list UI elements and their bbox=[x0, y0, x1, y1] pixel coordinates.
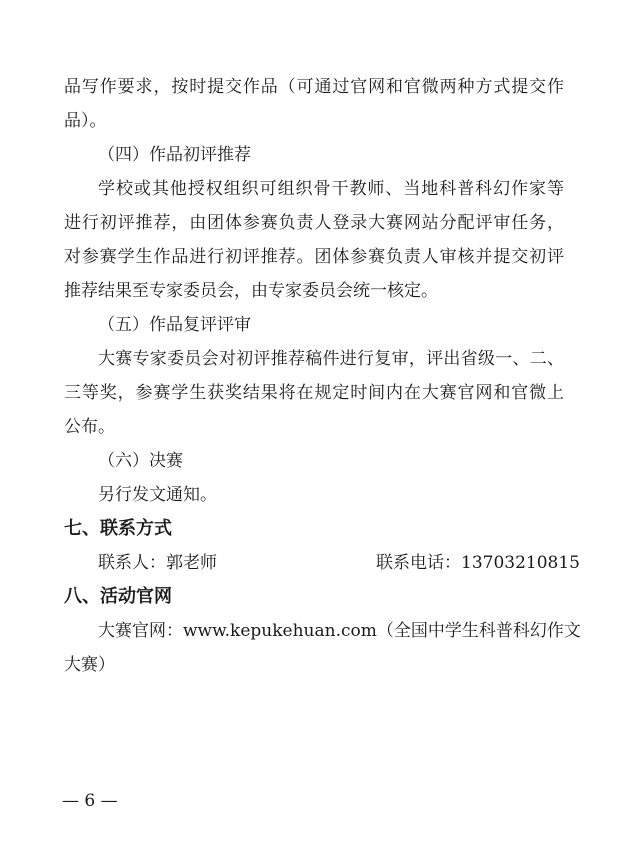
paragraph-line: 品）。 bbox=[64, 111, 107, 131]
subheading-second-review: （五）作品复评评审 bbox=[98, 315, 251, 335]
contact-person: 联系人：郭老师 bbox=[98, 553, 217, 573]
paragraph-line: 学校或其他授权组织可组织骨干教师、当地科普科幻作家等 bbox=[98, 179, 564, 199]
section-title-website: 八、活动官网 bbox=[64, 586, 172, 607]
contact-phone: 联系电话：13703210815 bbox=[376, 553, 580, 573]
paragraph-line: 另行发文通知。 bbox=[98, 485, 217, 505]
website-line: 大赛官网：www.kepukehuan.com（全国中学生科普科幻作文 bbox=[98, 621, 581, 641]
subheading-finals: （六）决赛 bbox=[98, 451, 183, 471]
paragraph-line: 三等奖，参赛学生获奖结果将在规定时间内在大赛官网和官微上 bbox=[64, 383, 564, 403]
subheading-initial-review: （四）作品初评推荐 bbox=[98, 145, 251, 165]
paragraph-line: 品写作要求，按时提交作品（可通过官网和官微两种方式提交作 bbox=[64, 77, 564, 97]
paragraph-line: 公布。 bbox=[64, 417, 115, 437]
section-title-contact: 七、联系方式 bbox=[64, 518, 172, 539]
paragraph-line: 大赛专家委员会对初评推荐稿件进行复审，评出省级一、二、 bbox=[98, 349, 564, 369]
paragraph-line: 推荐结果至专家委员会，由专家委员会统一核定。 bbox=[64, 281, 438, 301]
paragraph-line: 进行初评推荐，由团体参赛负责人登录大赛网站分配评审任务， bbox=[64, 213, 564, 233]
website-line: 大赛） bbox=[64, 655, 115, 675]
page-number: — 6 — bbox=[62, 791, 118, 811]
paragraph-line: 对参赛学生作品进行初评推荐。团体参赛负责人审核并提交初评 bbox=[64, 247, 564, 267]
contact-row bbox=[98, 552, 580, 574]
